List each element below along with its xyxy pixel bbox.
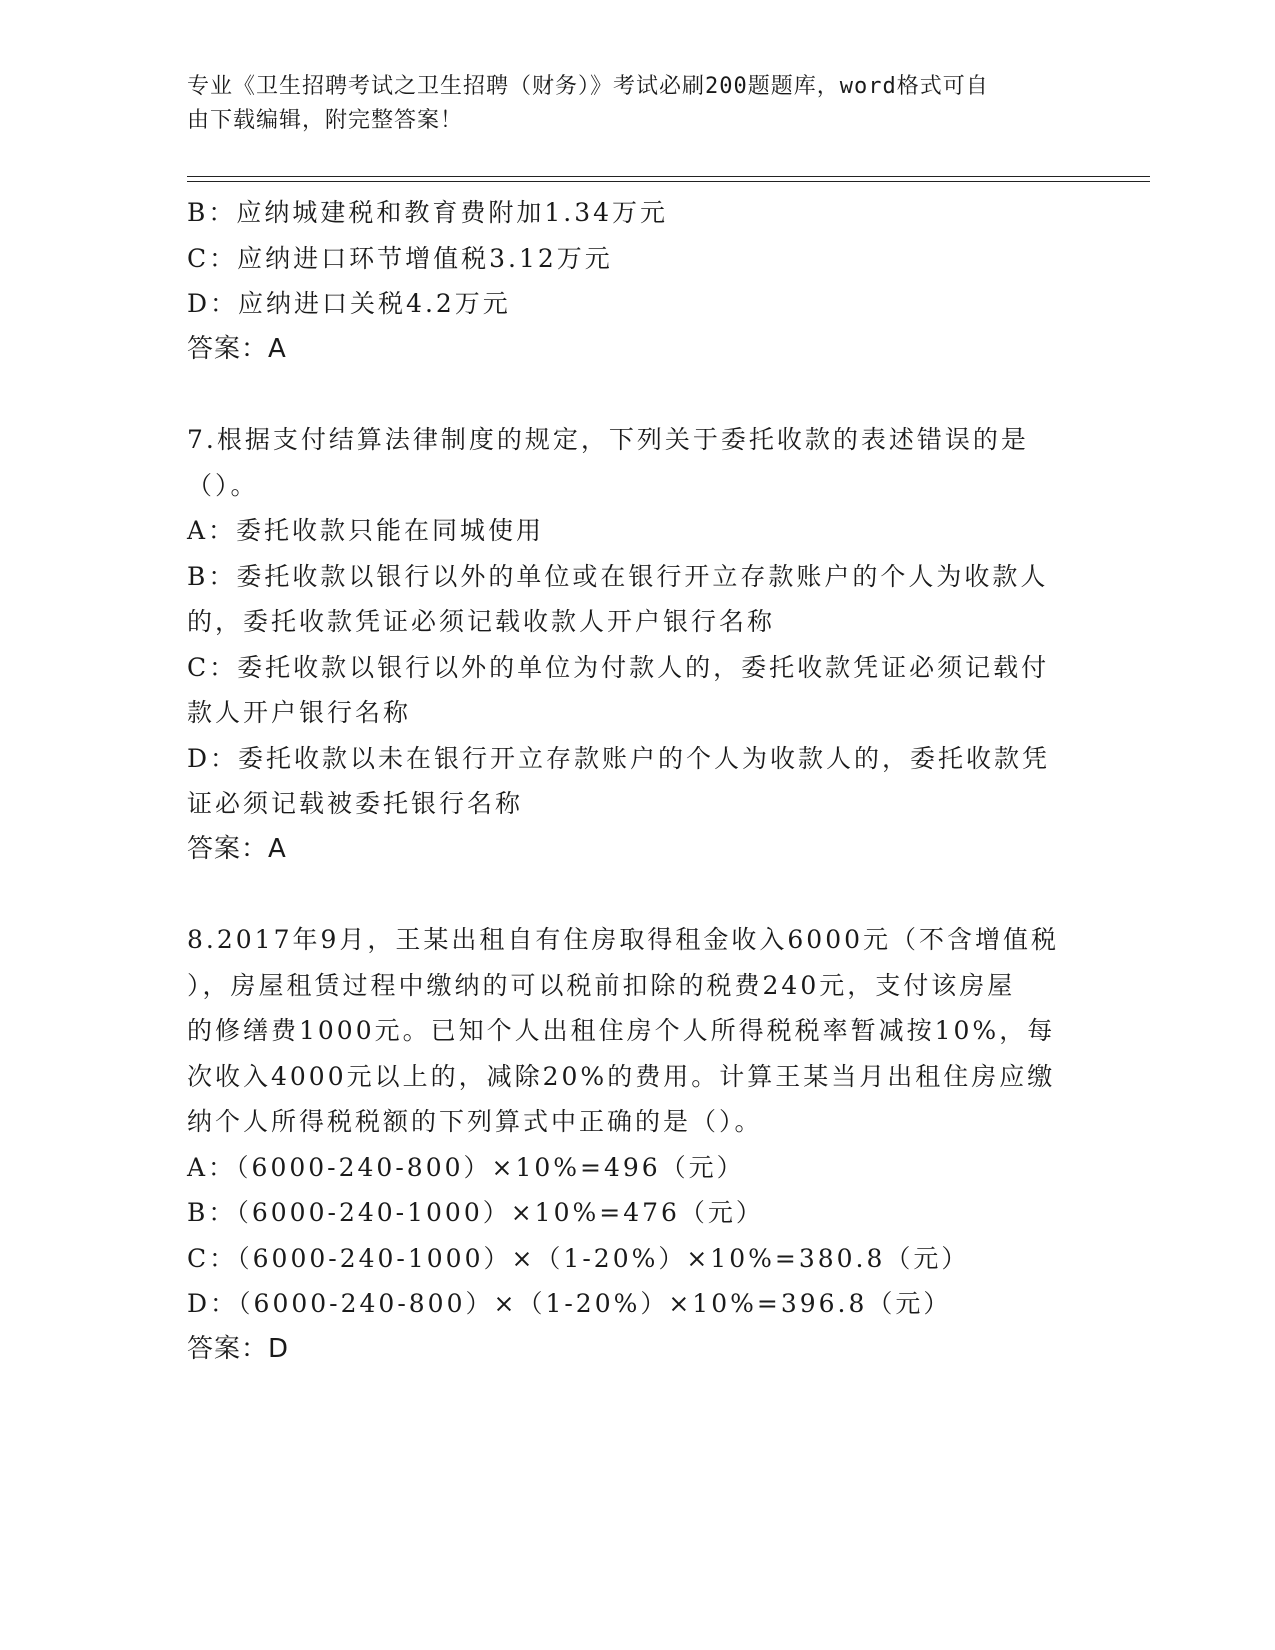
header-line-1: 专业《卫生招聘考试之卫生招聘（财务）》考试必刷200题题库，word格式可自 (187, 74, 989, 99)
answer: 答案：A (187, 833, 287, 864)
option-d-cont: 证必须记载被委托银行名称 (187, 789, 524, 818)
question-6 (187, 190, 1077, 372)
option-a: A：（6000-240-800）×10%=496（元） (187, 1152, 745, 1182)
spacer (187, 872, 1077, 917)
option-b: B：委托收款以银行以外的单位或在银行开立存款账户的个人为收款人 (187, 561, 1049, 591)
question-7 (187, 417, 1077, 872)
option-b-cont: 的，委托收款凭证必须记载收款人开户银行名称 (187, 607, 776, 636)
question-stem-line: 8.2017年9月，王某出租自有住房取得租金收入6000元（不含增值税 (187, 925, 1060, 954)
answer: 答案：D (187, 1333, 290, 1364)
option-c: C：委托收款以银行以外的单位为付款人的，委托收款凭证必须记载付 (187, 652, 1050, 682)
option-d: D：应纳进口关税4.2万元 (187, 289, 511, 318)
option-a: A：委托收款只能在同城使用 (187, 516, 545, 545)
question-stem-line: 次收入4000元以上的，减除20%的费用。计算王某当月出租住房应缴 (187, 1061, 1056, 1091)
option-b: B：（6000-240-1000）×10%=476（元） (187, 1198, 764, 1227)
option-c-cont: 款人开户银行名称 (187, 698, 412, 727)
question-stem-line: 纳个人所得税税额的下列算式中正确的是（）。 (187, 1107, 763, 1136)
header-divider (187, 176, 1150, 182)
header-line-2: 由下载编辑，附完整答案！ (187, 108, 464, 133)
spacer (187, 372, 1077, 417)
question-stem-line: 的修缮费1000元。已知个人出租住房个人所得税税率暂减按10%，每 (187, 1016, 1056, 1045)
answer: 答案：A (187, 333, 287, 364)
question-stem-line: ），房屋租赁过程中缴纳的可以税前扣除的税费240元，支付该房屋 (187, 970, 1016, 1000)
question-stem-line: 7.根据支付结算法律制度的规定，下列关于委托收款的表述错误的是 (187, 425, 1029, 454)
question-content (187, 190, 1077, 1372)
option-c: C：应纳进口环节增值税3.12万元 (187, 243, 613, 273)
option-c: C：（6000-240-1000）×（1-20%）×10%=380.8（元） (187, 1243, 970, 1273)
document-header (187, 70, 1067, 138)
question-stem-line: （）。 (187, 470, 259, 500)
option-d: D：（6000-240-800）×（1-20%）×10%=396.8（元） (187, 1289, 952, 1318)
option-b: B：应纳城建税和教育费附加1.34万元 (187, 198, 669, 227)
question-8 (187, 917, 1077, 1372)
option-d: D：委托收款以未在银行开立存款账户的个人为收款人的，委托收款凭 (187, 743, 1051, 773)
